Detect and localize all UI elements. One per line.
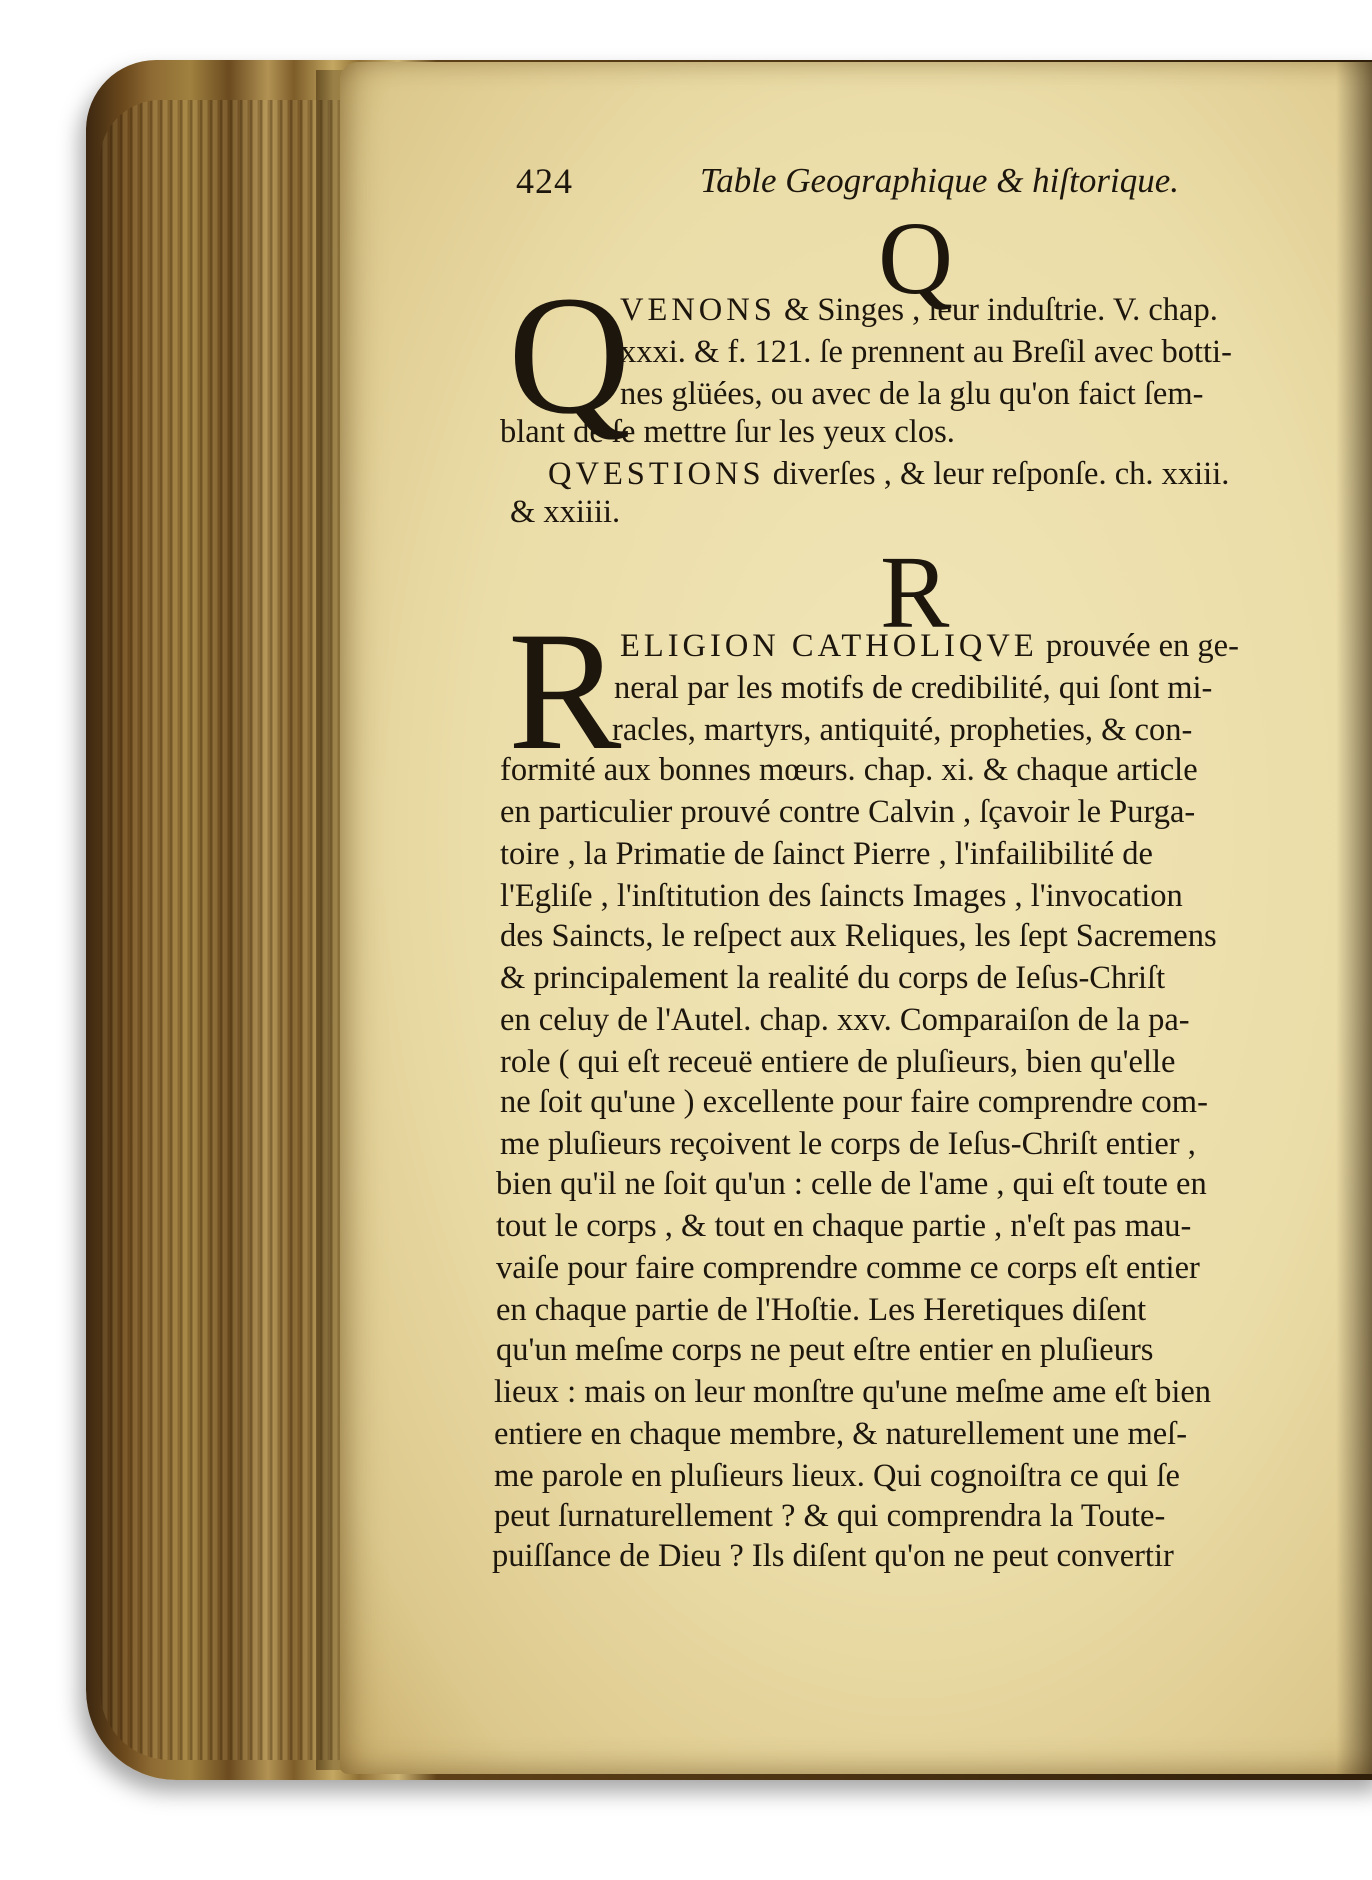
- text-line: role ( qui eſt receuë entiere de pluſieurs, bien qu'elle: [500, 1044, 1176, 1080]
- text-line: peut ſurnaturellement ? & qui comprendra la Toute-: [494, 1498, 1166, 1534]
- text-line: vaiſe pour faire comprendre comme ce corps eſt entier: [496, 1250, 1200, 1286]
- text-line: & xxiiii.: [510, 494, 621, 530]
- text-line: ELIGION CATHOLIQVE prouvée en ge-: [620, 628, 1239, 664]
- text-line: ne ſoit qu'une ) excellente pour faire comprendre com-: [500, 1084, 1208, 1120]
- text-line: & principalement la realité du corps de Ieſus-Chriſt: [500, 960, 1166, 996]
- text-line: neral par les motifs de credibilité, qui ſont mi-: [614, 670, 1213, 706]
- text-line: entiere en chaque membre, & naturellement une meſ-: [494, 1416, 1188, 1452]
- text-line: xxxi. & f. 121. ſe prennent au Breſil avec botti-: [620, 334, 1232, 370]
- text-line: en particulier prouvé contre Calvin , ſçavoir le Purga-: [500, 794, 1196, 830]
- text-line: tout le corps , & tout en chaque partie , n'eſt pas mau-: [496, 1208, 1192, 1244]
- text-line: VENONS & Singes , leur induſtrie. V. chap.: [620, 292, 1218, 328]
- section-letter-r: R: [880, 535, 950, 650]
- dropcap-r: R: [508, 597, 622, 785]
- text-line: qu'un meſme corps ne peut eſtre entier en pluſieurs: [496, 1332, 1154, 1368]
- text-line: me parole en pluſieurs lieux. Qui cognoiſtra ce qui ſe: [494, 1458, 1180, 1494]
- entry-headword: QVESTIONS: [548, 456, 765, 492]
- text-line: bien qu'il ne ſoit qu'un : celle de l'ame , qui eſt toute en: [496, 1166, 1207, 1202]
- text-line: en chaque partie de l'Hoſtie. Les Heretiques diſent: [496, 1292, 1147, 1328]
- text-line: QVESTIONS diverſes , & leur reſponſe. ch. xxiii.: [548, 456, 1230, 492]
- running-title: Table Geographique & hiſtorique.: [700, 161, 1179, 200]
- text-line: toire , la Primatie de ſainct Pierre , l'infailibilité de: [500, 836, 1153, 872]
- text-line: blant de ſe mettre ſur les yeux clos.: [500, 414, 955, 450]
- text-line: racles, martyrs, antiquité, propheties, & con-: [612, 712, 1193, 748]
- dropcap-q: Q: [508, 261, 631, 449]
- text-line: formité aux bonnes mœurs. chap. xi. & chaque article: [500, 752, 1198, 788]
- text-line: en celuy de l'Autel. chap. xxv. Comparaiſon de la pa-: [500, 1002, 1190, 1038]
- text-line: nes glüées, ou avec de la glu qu'on faict ſem-: [620, 376, 1204, 412]
- section-letter-q: Q: [878, 201, 954, 316]
- running-head: [0, 156, 1372, 206]
- text-line: puiſſance de Dieu ? Ils diſent qu'on ne peut convertir: [492, 1538, 1174, 1574]
- gutter-shadow: [1336, 62, 1372, 1774]
- text-line: me pluſieurs reçoivent le corps de Ieſus-Chriſt entier ,: [500, 1126, 1196, 1162]
- text-line: des Saincts, le reſpect aux Reliques, les ſept Sacremens: [500, 918, 1217, 954]
- text-line: lieux : mais on leur monſtre qu'une meſme ame eſt bien: [494, 1374, 1212, 1410]
- page-number: 424: [516, 161, 573, 201]
- entry-headword: ELIGION CATHOLIQVE: [620, 628, 1038, 664]
- text-line: l'Egliſe , l'inſtitution des ſaincts Images , l'invocation: [500, 878, 1183, 914]
- entry-headword: VENONS: [620, 292, 776, 328]
